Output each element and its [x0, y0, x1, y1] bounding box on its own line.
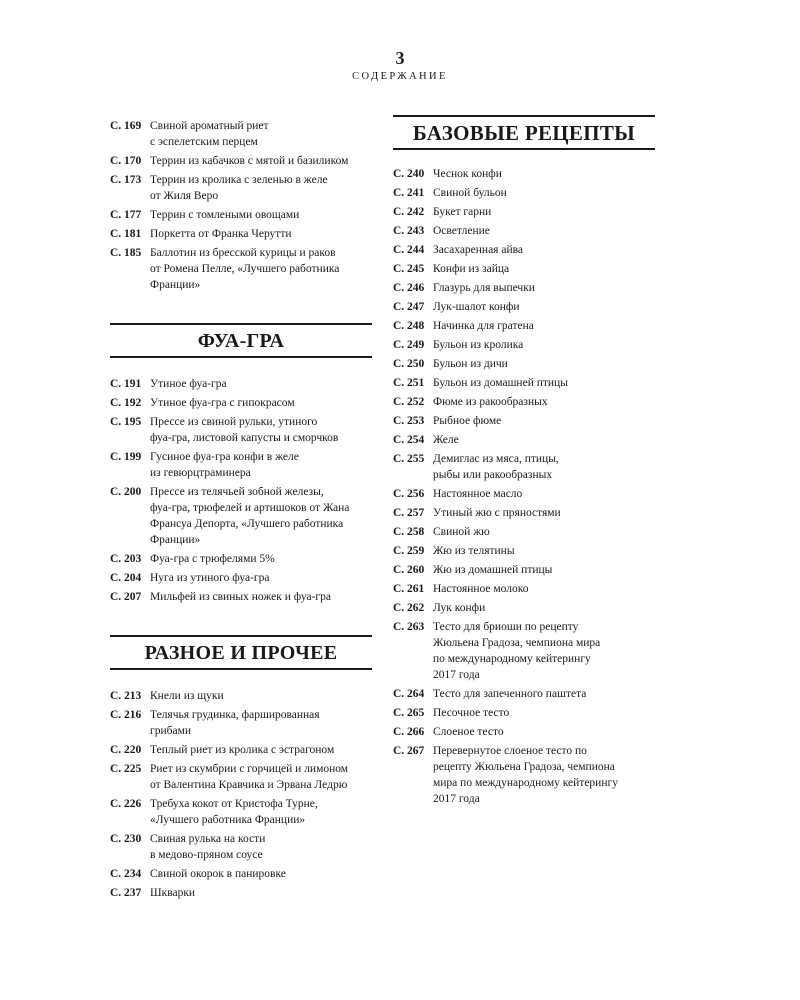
toc-entry-title-line: с эспелетским перцем: [150, 136, 258, 148]
toc-entry-page: С. 243: [393, 225, 425, 237]
toc-entry-title-line: Глазурь для выпечки: [433, 282, 535, 294]
toc-entry-title-line: Риет из скумбрии с горчицей и лимоном: [150, 763, 349, 775]
toc-entry-title-line: Шкварки: [150, 887, 196, 899]
toc-entry-page: С. 260: [393, 564, 425, 576]
toc-entry: [393, 166, 655, 182]
toc-entry-title: [150, 484, 372, 548]
toc-entry-page: С. 254: [393, 434, 425, 446]
toc-entry-title-line: Перевернутое слоеное тесто по: [433, 745, 587, 757]
toc-entry-title: [433, 166, 655, 182]
toc-entry-title-line: Свиная рулька на кости: [150, 833, 266, 845]
toc-entry-title-line: в медово-пряном соусе: [150, 849, 263, 861]
toc-entry: [110, 796, 372, 828]
toc-entry-page: С. 245: [393, 263, 425, 275]
toc-entry-title: [433, 223, 655, 239]
toc-entry-page: С. 242: [393, 206, 425, 218]
section-header-разное-и-прочее: РАЗНОЕ И ПРОЧЕЕ: [110, 635, 372, 670]
toc-entry-title-line: Гусиное фуа-гра конфи в желе: [150, 451, 299, 463]
toc-entry: [110, 118, 372, 150]
toc-entry: [110, 414, 372, 446]
toc-entry-title-line: Баллотин из бресской курицы и раков: [150, 247, 336, 259]
toc-entry-title-line: Жю из телятины: [433, 545, 515, 557]
toc-entry-title: [433, 581, 655, 597]
toc-entry-title-line: Начинка для гратена: [433, 320, 534, 332]
toc-entry: [110, 885, 372, 901]
toc-entry-page: С. 253: [393, 415, 425, 427]
toc-entry-title-line: от Валентина Кравчика и Эрвана Ледрю: [150, 779, 348, 791]
toc-entry-page: С. 225: [110, 763, 142, 775]
toc-entry-title-line: Террин из кабачков с мятой и базиликом: [150, 155, 349, 167]
toc-entry: [393, 394, 655, 410]
toc-entry-title: [150, 226, 372, 242]
toc-entry-title: [150, 761, 372, 793]
toc-entry-title-line: Свиной бульон: [433, 187, 507, 199]
toc-entry-title-line: 2017 года: [433, 669, 480, 681]
toc-entry: [110, 551, 372, 567]
toc-entry-page: С. 257: [393, 507, 425, 519]
toc-entry-page: С. 247: [393, 301, 425, 313]
toc-entry: [393, 337, 655, 353]
toc-entry: [393, 261, 655, 277]
toc-entry-title: [150, 866, 372, 882]
toc-entry-title: [150, 449, 372, 481]
toc-entry-page: С. 199: [110, 451, 142, 463]
toc-entry-title: [433, 337, 655, 353]
toc-entry: [393, 299, 655, 315]
toc-entry-title: [433, 280, 655, 296]
toc-entry: [393, 356, 655, 372]
toc-entry: [110, 589, 372, 605]
toc-entry-title: [433, 524, 655, 540]
toc-column-right: [393, 115, 655, 810]
toc-entry-title: [433, 600, 655, 616]
toc-entry-title: [150, 570, 372, 586]
toc-entry: [393, 204, 655, 220]
toc-entry-title: [433, 318, 655, 334]
toc-entry-title-line: Свиной ароматный риет: [150, 120, 269, 132]
toc-entry-title-line: Франции»: [150, 534, 201, 546]
toc-entry-title-line: Фуа-гра с трюфелями 5%: [150, 553, 275, 565]
toc-entry: [393, 724, 655, 740]
toc-entry: [393, 486, 655, 502]
toc-entry: [110, 226, 372, 242]
toc-entry-title: [433, 261, 655, 277]
toc-entry-title-line: Чеснок конфи: [433, 168, 502, 180]
toc-entry-page: С. 255: [393, 453, 425, 465]
toc-entry-title-line: от Жиля Веро: [150, 190, 219, 202]
toc-entry-title-line: Слоеное тесто: [433, 726, 504, 738]
toc-entry-title: [150, 707, 372, 739]
toc-entry-page: С. 220: [110, 744, 142, 756]
toc-entry: [393, 223, 655, 239]
toc-entry-title-line: Поркетта от Франка Черутти: [150, 228, 292, 240]
toc-entry-page: С. 204: [110, 572, 142, 584]
toc-entry: [393, 581, 655, 597]
toc-entry: [393, 375, 655, 391]
toc-entry: [393, 318, 655, 334]
toc-entry-title-line: Утиный жю с пряностями: [433, 507, 561, 519]
toc-entry-page: С. 173: [110, 174, 142, 186]
toc-entry-title-line: Засахаренная айва: [433, 244, 523, 256]
section-spacer: [110, 670, 372, 688]
toc-entry-title: [433, 299, 655, 315]
toc-entry-title: [150, 414, 372, 446]
toc-entry-title-line: Жю из домашней птицы: [433, 564, 553, 576]
toc-entry: [393, 705, 655, 721]
page-number: 3: [395, 48, 405, 68]
toc-entry-title: [433, 743, 655, 807]
toc-entry-title-line: Бульон из кролика: [433, 339, 524, 351]
toc-entry-title: [433, 356, 655, 372]
toc-entry: [393, 543, 655, 559]
toc-entry: [110, 742, 372, 758]
toc-entry-title-line: Мильфей из свиных ножек и фуа-гра: [150, 591, 331, 603]
toc-entry-title-line: Бульон из дичи: [433, 358, 508, 370]
toc-entry-title-line: Телячья грудинка, фаршированная: [150, 709, 320, 721]
toc-entry-title-line: рыбы или ракообразных: [433, 469, 553, 481]
toc-entry-page: С. 207: [110, 591, 142, 603]
toc-entry-title-line: грибами: [150, 725, 192, 737]
toc-entry-title: [433, 486, 655, 502]
toc-entry: [393, 619, 655, 683]
toc-entry-page: С. 240: [393, 168, 425, 180]
toc-entry: [393, 242, 655, 258]
toc-entry-title-line: Лук-шалот конфи: [433, 301, 520, 313]
toc-entry-page: С. 241: [393, 187, 425, 199]
toc-entry: [110, 866, 372, 882]
toc-entry-title: [433, 705, 655, 721]
toc-entry: [110, 707, 372, 739]
toc-entry-title-line: Террин с томлеными овощами: [150, 209, 300, 221]
toc-entry-page: С. 216: [110, 709, 142, 721]
section-header-базовые-рецепты: БАЗОВЫЕ РЕЦЕПТЫ: [393, 115, 655, 150]
toc-entry-title-line: Нуга из утиного фуа-гра: [150, 572, 270, 584]
section-spacer: [110, 358, 372, 376]
toc-entry: [110, 688, 372, 704]
toc-entry-title-line: рецепту Жюльена Градоза, чемпиона: [433, 761, 615, 773]
toc-entry-page: С. 226: [110, 798, 142, 810]
toc-entry-title-line: Настоянное молоко: [433, 583, 529, 595]
toc-entry-page: С. 234: [110, 868, 142, 880]
toc-entry-title-line: Жюльена Градоза, чемпиона мира: [433, 637, 601, 649]
toc-entry-page: С. 230: [110, 833, 142, 845]
toc-entry-page: С. 170: [110, 155, 142, 167]
toc-entry: [110, 831, 372, 863]
toc-entry-title: [433, 451, 655, 483]
toc-entry-title-line: Террин из кролика с зеленью в желе: [150, 174, 328, 186]
toc-entry-title-line: из гевюрцтраминера: [150, 467, 251, 479]
page-heading: СОДЕРЖАНИЕ: [352, 71, 448, 82]
toc-entry-title-line: Франции»: [150, 279, 201, 291]
toc-entry-title: [433, 185, 655, 201]
toc-entry: [393, 524, 655, 540]
toc-entry: [393, 686, 655, 702]
toc-entry-title-line: Песочное тесто: [433, 707, 510, 719]
toc-entry-title-line: 2017 года: [433, 793, 480, 805]
toc-entry-title: [150, 207, 372, 223]
toc-entry-page: С. 264: [393, 688, 425, 700]
toc-entry-page: С. 185: [110, 247, 142, 259]
toc-entry-title: [433, 413, 655, 429]
toc-entry-title-line: Теплый риет из кролика с эстрагоном: [150, 744, 335, 756]
section-header-фуа-гра: ФУА-ГРА: [110, 323, 372, 358]
toc-entry-page: С. 203: [110, 553, 142, 565]
toc-entry-title: [150, 118, 372, 150]
toc-entry-title: [433, 543, 655, 559]
toc-entry-title-line: Утиное фуа-гра: [150, 378, 227, 390]
toc-entry: [110, 376, 372, 392]
toc-entry-page: С. 177: [110, 209, 142, 221]
toc-entry-title-line: Букет гарни: [433, 206, 492, 218]
toc-entry: [393, 451, 655, 483]
toc-entry-title-line: Лук конфи: [433, 602, 486, 614]
toc-entry-title: [150, 245, 372, 293]
toc-entry-page: С. 195: [110, 416, 142, 428]
toc-entry-title-line: Настоянное масло: [433, 488, 523, 500]
toc-entry-title: [433, 394, 655, 410]
toc-entry-title: [433, 562, 655, 578]
toc-entry: [110, 570, 372, 586]
toc-column-left: [110, 118, 372, 904]
toc-entry-page: С. 259: [393, 545, 425, 557]
toc-entry-page: С. 252: [393, 396, 425, 408]
toc-entry-page: С. 263: [393, 621, 425, 633]
toc-entry-title-line: Бульон из домашней птицы: [433, 377, 568, 389]
toc-entry-title-line: фуа-гра, трюфелей и артишоков от Жана: [150, 502, 350, 514]
toc-entry-page: С. 192: [110, 397, 142, 409]
toc-entry-page: С. 248: [393, 320, 425, 332]
toc-entry-title: [433, 204, 655, 220]
toc-entry-title: [150, 589, 372, 605]
toc-entry-title-line: Франсуа Депорта, «Лучшего работника: [150, 518, 344, 530]
section-spacer: [110, 296, 372, 323]
toc-entry-title-line: Требуха кокот от Кристофа Турне,: [150, 798, 318, 810]
toc-entry-page: С. 262: [393, 602, 425, 614]
toc-entry-page: С. 181: [110, 228, 142, 240]
toc-entry-title: [150, 831, 372, 863]
toc-entry: [110, 245, 372, 293]
toc-entry-page: С. 256: [393, 488, 425, 500]
toc-entry-page: С. 250: [393, 358, 425, 370]
toc-entry-page: С. 265: [393, 707, 425, 719]
toc-entry-title-line: Прессе из свиной рульки, утиного: [150, 416, 318, 428]
toc-entry-title-line: Осветление: [433, 225, 490, 237]
toc-entry: [110, 395, 372, 411]
toc-entry: [393, 432, 655, 448]
toc-entry-page: С. 244: [393, 244, 425, 256]
toc-entry-page: С. 237: [110, 887, 142, 899]
toc-entry-title-line: Утиное фуа-гра с гипокрасом: [150, 397, 295, 409]
toc-entry-page: С. 249: [393, 339, 425, 351]
toc-entry-title-line: Тесто для запеченного паштета: [433, 688, 587, 700]
toc-entry-page: С. 191: [110, 378, 142, 390]
toc-entry-title-line: Свиной жю: [433, 526, 490, 538]
toc-entry: [393, 185, 655, 201]
toc-entry: [393, 600, 655, 616]
toc-entry-title-line: от Ромена Пелле, «Лучшего работника: [150, 263, 340, 275]
toc-entry-title: [150, 172, 372, 204]
toc-entry-title: [433, 505, 655, 521]
toc-entry-title: [150, 376, 372, 392]
toc-entry-page: С. 266: [393, 726, 425, 738]
toc-entry-title-line: Конфи из зайца: [433, 263, 510, 275]
toc-entry: [110, 484, 372, 548]
toc-entry-title: [433, 724, 655, 740]
toc-entry: [110, 207, 372, 223]
toc-entry-title: [150, 395, 372, 411]
section-spacer: [110, 608, 372, 635]
toc-entry-title-line: Кнели из щуки: [150, 690, 224, 702]
toc-entry-page: С. 261: [393, 583, 425, 595]
toc-entry-title-line: Тесто для бриоши по рецепту: [433, 621, 579, 633]
toc-entry: [110, 449, 372, 481]
toc-entry-title-line: мира по международному кейтерингу: [433, 777, 618, 789]
toc-entry-page: С. 213: [110, 690, 142, 702]
toc-entry: [110, 172, 372, 204]
toc-entry-title-line: Прессе из телячьей зобной железы,: [150, 486, 324, 498]
toc-entry-page: С. 267: [393, 745, 425, 757]
toc-entry: [393, 413, 655, 429]
toc-entry-title: [433, 375, 655, 391]
toc-entry-title: [433, 686, 655, 702]
toc-entry: [393, 505, 655, 521]
toc-entry: [110, 761, 372, 793]
toc-entry: [393, 562, 655, 578]
toc-entry-title-line: «Лучшего работника Франции»: [150, 814, 306, 826]
toc-entry: [110, 153, 372, 169]
toc-entry: [393, 743, 655, 807]
toc-entry-title: [150, 742, 372, 758]
toc-entry-title: [433, 242, 655, 258]
toc-entry-title: [150, 551, 372, 567]
toc-entry-title: [150, 796, 372, 828]
toc-entry-title: [150, 885, 372, 901]
toc-entry-page: С. 200: [110, 486, 142, 498]
toc-entry: [393, 280, 655, 296]
toc-entry-page: С. 169: [110, 120, 142, 132]
toc-entry-title-line: Демиглас из мяса, птицы,: [433, 453, 559, 465]
toc-entry-title-line: Свиной окорок в панировке: [150, 868, 286, 880]
toc-entry-title: [433, 619, 655, 683]
toc-entry-title: [150, 688, 372, 704]
toc-entry-title-line: Рыбное фюме: [433, 415, 502, 427]
toc-entry-title-line: фуа-гра, листовой капусты и сморчков: [150, 432, 339, 444]
toc-entry-title: [433, 432, 655, 448]
toc-entry-page: С. 246: [393, 282, 425, 294]
toc-entry-title: [150, 153, 372, 169]
toc-entry-title-line: Фюме из ракообразных: [433, 396, 548, 408]
toc-entry-title-line: Желе: [433, 434, 459, 446]
toc-entry-title-line: по международному кейтерингу: [433, 653, 591, 665]
toc-entry-page: С. 258: [393, 526, 425, 538]
toc-entry-page: С. 251: [393, 377, 425, 389]
